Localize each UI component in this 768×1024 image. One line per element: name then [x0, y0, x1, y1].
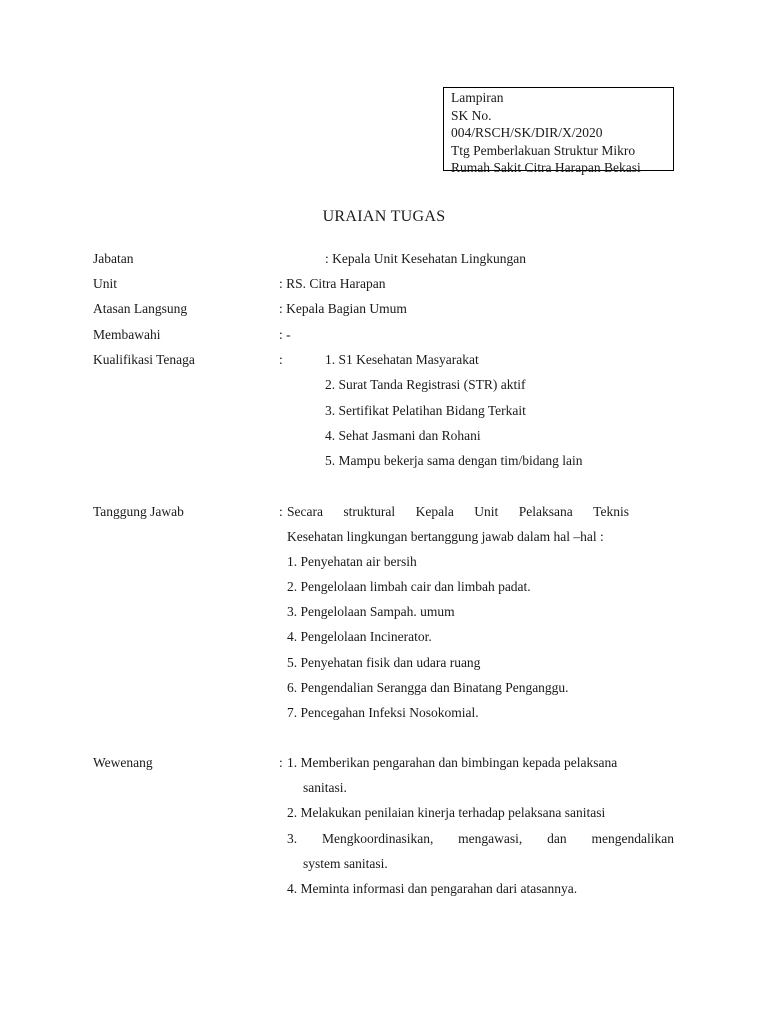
- tanggung-jawab-item: 4. Pengelolaan Incinerator.: [287, 629, 432, 644]
- membawahi-value: : -: [279, 327, 291, 342]
- document-title: URAIAN TUGAS: [322, 208, 446, 225]
- attachment-line-4: Ttg Pemberlakuan Struktur Mikro: [451, 142, 636, 158]
- jabatan-label: Jabatan: [93, 251, 134, 266]
- unit-label: Unit: [93, 276, 118, 291]
- attachment-line-1: Lampiran: [451, 90, 504, 105]
- tanggung-jawab-item: 5. Penyehatan fisik dan udara ruang: [287, 655, 481, 670]
- wewenang-item-1-cont: sanitasi.: [303, 780, 347, 795]
- tanggung-jawab-label: Tanggung Jawab: [93, 504, 184, 519]
- attachment-line-2: SK No.: [451, 107, 492, 123]
- item3-word: Mengkoordinasikan,: [321, 831, 434, 846]
- kualifikasi-item: 5. Mampu bekerja sama dengan tim/bidang lain: [325, 453, 583, 468]
- tanggung-jawab-colon: :: [279, 504, 283, 519]
- wewenang-item-2: 2. Melakukan penilaian kinerja terhadap pelaksana sanitasi: [287, 805, 606, 820]
- intro-word: Kepala: [415, 504, 454, 519]
- attachment-box: [443, 87, 674, 175]
- intro-word: Pelaksana: [518, 504, 573, 519]
- item3-word: dan: [547, 831, 567, 846]
- wewenang-item-3: [287, 830, 674, 848]
- tanggung-jawab-item: 3. Pengelolaan Sampah. umum: [287, 604, 455, 619]
- tanggung-jawab-intro-line-1: [287, 503, 629, 521]
- atasan-value: : Kepala Bagian Umum: [279, 301, 407, 316]
- kualifikasi-item: 3. Sertifikat Pelatihan Bidang Terkait: [325, 403, 526, 418]
- tanggung-jawab-item: 7. Pencegahan Infeksi Nosokomial.: [287, 705, 479, 720]
- tanggung-jawab-item: 2. Pengelolaan limbah cair dan limbah padat.: [287, 579, 531, 594]
- kualifikasi-item: 4. Sehat Jasmani dan Rohani: [325, 428, 481, 443]
- kualifikasi-label: Kualifikasi Tenaga: [93, 352, 195, 367]
- item3-word: mengendalikan: [591, 831, 674, 846]
- kualifikasi-item: 1. S1 Kesehatan Masyarakat: [325, 352, 479, 367]
- wewenang-item-1: 1. Memberikan pengarahan dan bimbingan kepada pelaksana: [287, 755, 618, 770]
- kualifikasi-colon: :: [279, 352, 283, 367]
- jabatan-value: : Kepala Unit Kesehatan Lingkungan: [325, 251, 526, 266]
- document-title-wrap: [0, 208, 768, 226]
- wewenang-label: Wewenang: [93, 755, 153, 770]
- tanggung-jawab-item: 6. Pengendalian Serangga dan Binatang Penganggu.: [287, 680, 569, 695]
- membawahi-label: Membawahi: [93, 327, 161, 342]
- intro-word: struktural: [343, 504, 396, 519]
- intro-word: Unit: [474, 504, 499, 519]
- tanggung-jawab-item: 1. Penyehatan air bersih: [287, 554, 417, 569]
- atasan-label: Atasan Langsung: [93, 301, 188, 316]
- wewenang-item-4: 4. Meminta informasi dan pengarahan dari atasannya.: [287, 881, 578, 896]
- wewenang-item-3-cont: system sanitasi.: [303, 856, 388, 871]
- intro-word: Secara: [287, 504, 323, 519]
- kualifikasi-item: 2. Surat Tanda Registrasi (STR) aktif: [325, 377, 526, 392]
- unit-value: : RS. Citra Harapan: [279, 276, 386, 291]
- tanggung-jawab-intro-line-2: Kesehatan lingkungan bertanggung jawab dalam hal –hal :: [287, 529, 604, 544]
- item3-word: 3.: [287, 831, 298, 846]
- attachment-line-5: Rumah Sakit Citra Harapan Bekasi: [451, 160, 641, 175]
- item3-word: mengawasi,: [458, 831, 523, 846]
- intro-word: Teknis: [593, 504, 629, 519]
- attachment-line-3: 004/RSCH/SK/DIR/X/2020: [451, 125, 603, 140]
- wewenang-colon: :: [279, 755, 283, 770]
